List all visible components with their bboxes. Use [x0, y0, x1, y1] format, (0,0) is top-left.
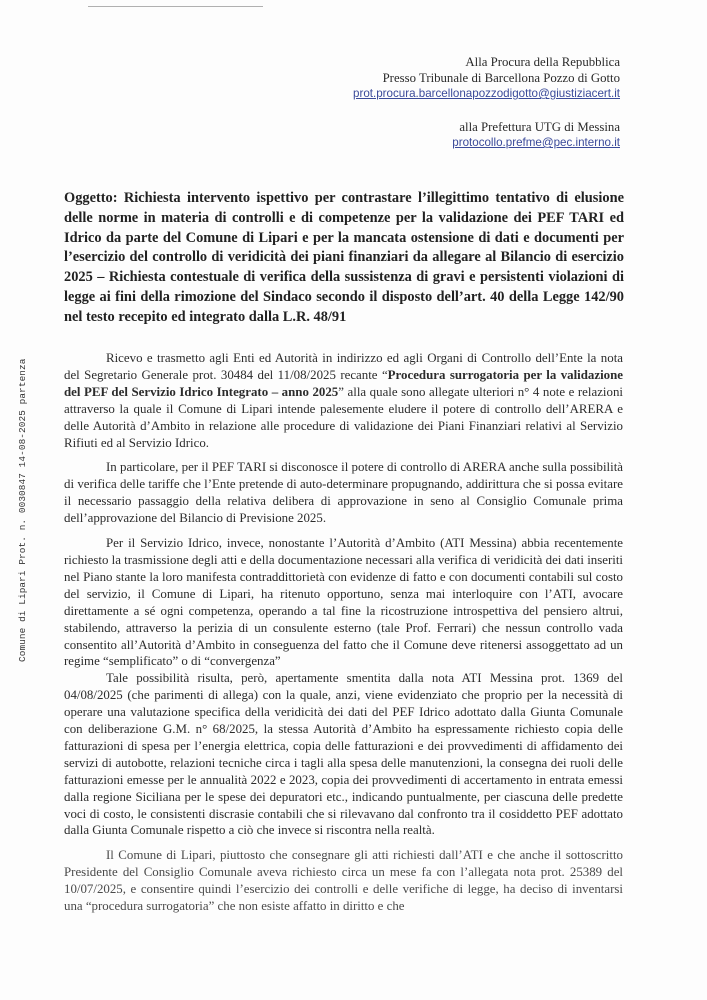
paragraph-2: In particolare, per il PEF TARI si disconosce il potere di controllo di ARERA anche sulla possibilità di verifica delle tariffe che l’Ente pretende di auto-determinare propugnando, addirittura che si possa evitare il necessario passaggio della relativa delibera di approvazione in seno al Consiglio Comunale prima dell’approvazione del Bilancio di Previsione 2025.	[64, 460, 623, 526]
procura-line1: Alla Procura della Repubblica	[465, 55, 620, 69]
top-rule	[88, 6, 263, 7]
prefettura-email-link[interactable]: protocollo.prefme@pec.interno.it	[452, 136, 620, 149]
paragraph-1-rest: ” alla quale sono allegate ulteriori n° 4 note e relazioni attraverso la quale il Comune di Lipari intende palesemente eludere il potere di controllo dell’ARERA e delle Autorità d’Ambito in relazione alle procedure di validazione dei Piani Finanziari relativi al Servizio Rifiuti ed al Servizio Idrico.	[64, 384, 623, 450]
paragraph-4: Tale possibilità risulta, però, apertamente smentita dalla nota ATI Messina prot. 1369 del 04/08/2025 (che parimenti di allega) con la quale, anzi, viene evidenziato che proprio per la necessità di operare una valutazione specifica della veridicità dei dati del PEF Idrico adottato dalla Giunta Comunale con deliberazione G.M. n° 68/2025, la stessa Autorità d’Ambito ha espressamente richiesto copia delle fatturazioni di spesa per l’energia elettrica, copia delle fatturazioni e dei provvedimenti di affidamento dei servizi di autobotte, relazioni tecniche circa i tagli alla spesa delle manutenzioni, la consegna dei ruoli delle fatturazioni emesse per le annualità 2022 e 2023, copia dei provvedimenti di accertamento in entrata emessi dalla regione Siciliana per le spese dei depuratori etc., indicando puntualmente, per ciascuna delle predette voci di costo, le consistenti discrasie contabili che si rilevavano dal confronto tra il cosiddetto PEF adottato dalla Giunta Comunale rispetto a ciò che invece si riscontra nella realtà.	[64, 671, 623, 838]
letter-body	[64, 350, 623, 923]
recipient-prefettura	[452, 119, 620, 151]
procura-line2: Presso Tribunale di Barcellona Pozzo di Gotto	[382, 71, 620, 85]
paragraph-1-title: Procedura surrogatoria per la validazione del PEF del Servizio Idrico Integrato – anno 2025	[64, 367, 624, 399]
recipient-procura	[353, 54, 620, 102]
paragraph-5: Il Comune di Lipari, piuttosto che consegnare gli atti richiesti dall’ATI e che anche il sottoscritto Presidente del Consiglio Comunale aveva richiesto circa un mese fa con l’allegata nota prot. 25389 del 10/07/2025, e consentire quindi l’esercizio dei controlli e delle verifiche di legge, ha deciso di inventarsi una “procedura surrogatoria” che non esiste affatto in diritto e che	[64, 848, 623, 914]
paragraph-1-intro: Ricevo e trasmetto agli Enti ed Autorità in indirizzo ed agli Organi di Controllo dell’Ente la nota del Segretario Generale prot. 30484 del 11/08/2025 recante “	[64, 351, 623, 382]
paragraph-1	[64, 350, 623, 451]
paragraph-3: Per il Servizio Idrico, invece, nonostante l’Autorità d’Ambito (ATI Messina) abbia recentemente richiesto la trasmissione degli atti e della documentazione necessari alla verifica di veridicità dei dati inseriti nel Piano stante la loro manifesta contraddittorietà con evidenze di fatto e con documenti contabili sul costo del servizio, il Comune di Lipari, ha ritenuto opportuno, senza mai interloquire con l’ATI, avocare direttamente a sé ogni competenza, operando a tal fine la ricostruzione introspettiva del pensiero altrui, stabilendo, attraverso la perizia di un consulente esterno (tale Prof. Ferrari) che nessun controllo vada consentito all’Autorità d’Ambito in conseguenza del fatto che il Comune deve ritenersi assoggettato ad un regime “semplificato” o di “convergenza”	[64, 536, 623, 669]
procura-email-link[interactable]: prot.procura.barcellonapozzodigotto@giustiziacert.it	[353, 87, 620, 100]
protocol-stamp: Comune di Lipari Prot. n. 0030847 14-08-2025 partenza	[17, 358, 28, 662]
subject-block: Oggetto: Richiesta intervento ispettivo per contrastare l’illegittimo tentativo di elusione delle norme in materia di controlli e di competenze per la validazione dei PEF TARI ed Idrico da parte del Comune di Lipari e per la mancata ostensione di dati e documenti per l’esercizio del controllo di veridicità dei piani finanziari da allegare al Bilancio di esercizio 2025 – Richiesta contestuale di verifica della sussistenza di gravi e persistenti violazioni di legge ai fini della rimozione del Sindaco secondo il disposto dell’art. 40 della Legge 142/90 nel testo recepito ed integrato dalla L.R. 48/91	[64, 190, 624, 325]
prefettura-line1: alla Prefettura UTG di Messina	[459, 120, 620, 134]
